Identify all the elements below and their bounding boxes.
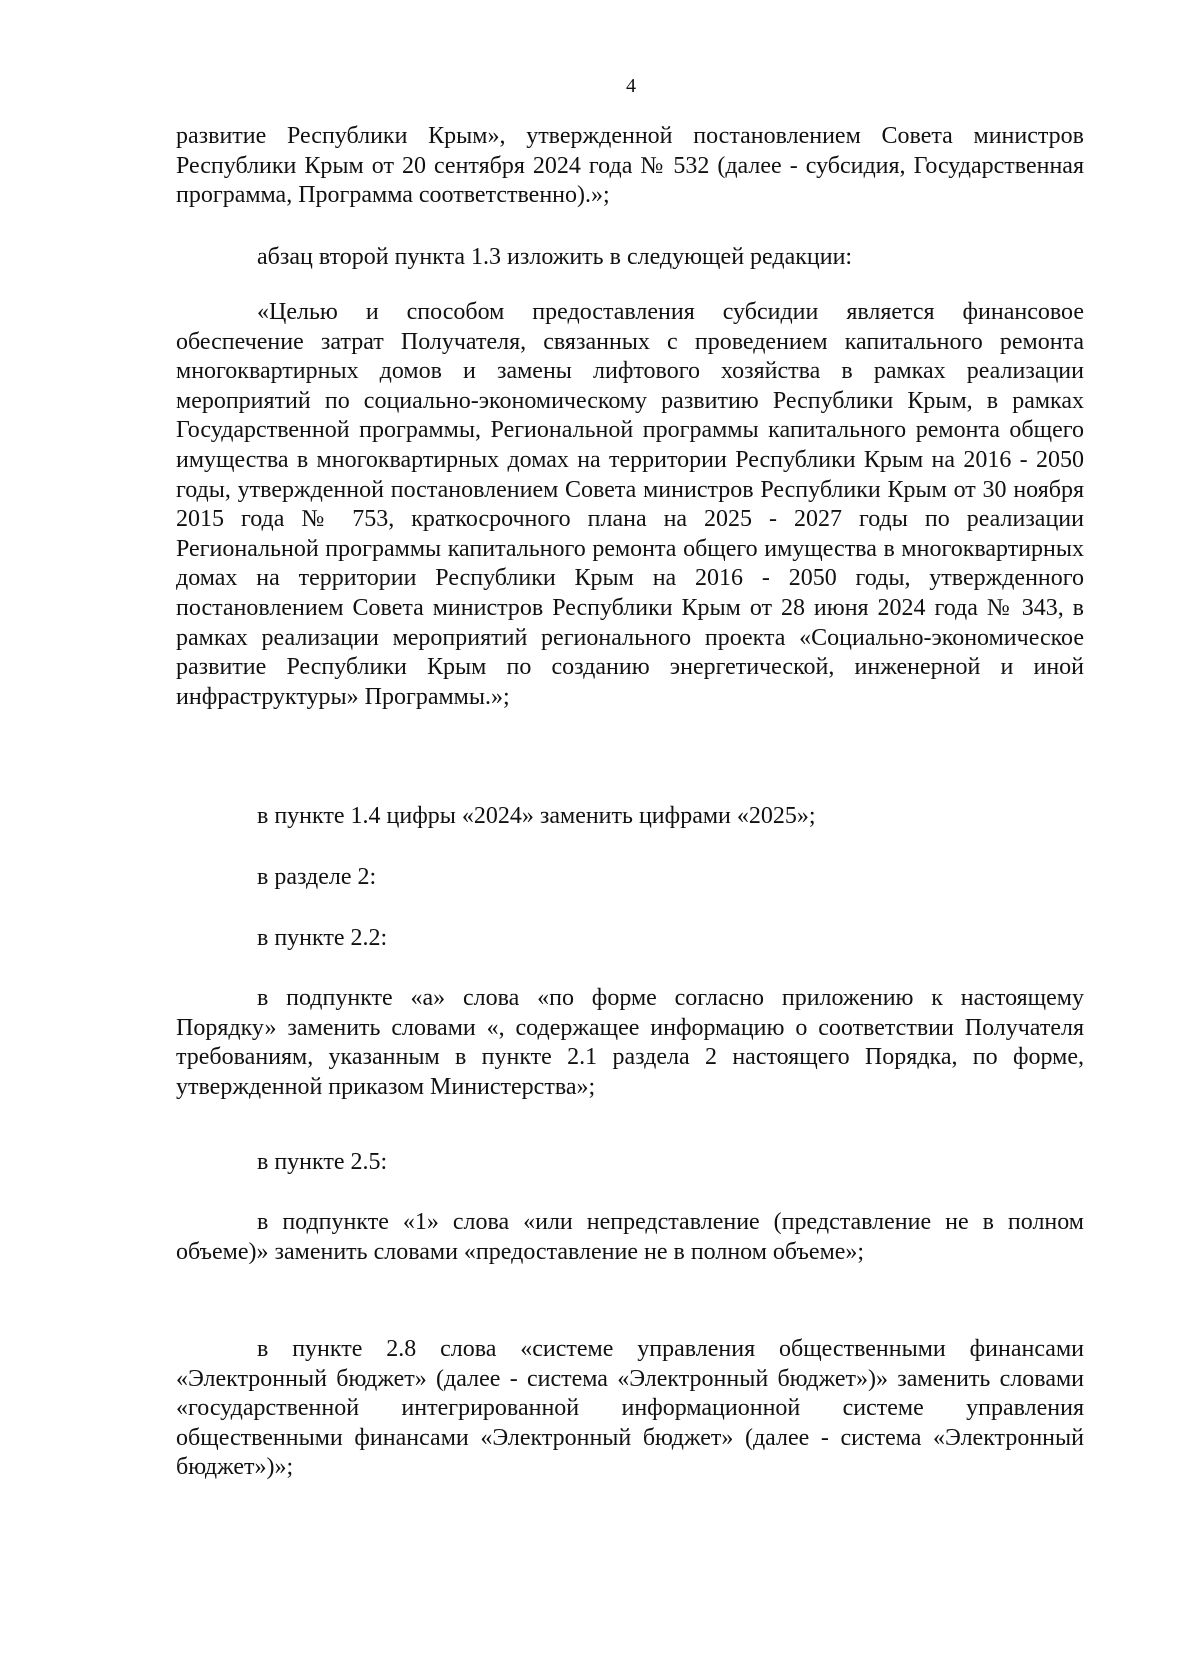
paragraph-text: развитие Республики Крым», утвержденной постановлением Совета министров Республики Крым от 20 сентября 2024 года № 532 (далее - субсидия, Государственная программа, Программа соответственно).»; [176, 123, 1084, 209]
paragraph-text: в пункте 1.4 цифры «2024» заменить цифрами «2025»; [257, 803, 816, 829]
paragraph-section-2 [176, 863, 1084, 893]
paragraph-text: в пункте 2.2: [257, 925, 388, 951]
paragraph-text: в подпункте «а» слова «по форме согласно приложению к настоящему Порядку» заменить словами «, содержащее информацию о соответствии Получателя требованиям, указанным в пункте 2.1 раздела 2 настоящего Порядка, по форме, утвержденной приказом Министерства»; [176, 985, 1084, 1100]
paragraph-instruction-1-3 [176, 243, 1084, 273]
paragraph-subitem-a [176, 984, 1084, 1102]
paragraph-continuation [176, 122, 1084, 211]
paragraph-text: в пункте 2.8 слова «системе управления общественными финансами «Электронный бюджет» (далее - система «Электронный бюджет»)» заменить словами «государственной интегрированной информационной системе управления общественными финансами «Электронный бюджет» (далее - система «Электронный бюджет»)»; [176, 1336, 1084, 1481]
paragraph-item-2-5 [176, 1148, 1084, 1178]
paragraph-text: в пункте 2.5: [257, 1149, 388, 1175]
page-number: 4 [626, 75, 636, 97]
paragraph-text: «Целью и способом предоставления субсидии является финансовое обеспечение затрат Получателя, связанных с проведением капитального ремонта многоквартирных домов и замены лифтового хозяйства в рамках реализации мероприятий по социально-экономическому развитию Республики Крым, в рамках Государственной программы, Региональной программы капитального ремонта общего имущества в многоквартирных домах на территории Республики Крым на 2016 - 2050 годы, утвержденной постановлением Совета министров Республики Крым от 30 ноября 2015 года № 753, краткосрочного плана на 2025 - 2027 годы по реализации Региональной программы капитального ремонта общего имущества в многоквартирных домах на территории Республики Крым на 2016 - 2050 годы, утвержденного постановлением Совета министров Республики Крым от 28 июня 2024 года № 343, в рамках реализации мероприятий регионального проекта «Социально-экономическое развитие Республики Крым по созданию энергетической, инженерной и иной инфраструктуры» Программы.»; [176, 299, 1084, 710]
paragraph-instruction-1-4 [176, 802, 1084, 832]
paragraph-subitem-1 [176, 1208, 1084, 1267]
paragraph-text: в подпункте «1» слова «или непредставление (представление не в полном объеме)» заменить словами «предоставление не в полном объеме»; [176, 1209, 1084, 1265]
paragraph-text: в разделе 2: [257, 864, 377, 890]
paragraph-quoted-purpose [176, 298, 1084, 712]
paragraph-item-2-2 [176, 924, 1084, 954]
paragraph-text: абзац второй пункта 1.3 изложить в следующей редакции: [257, 244, 853, 270]
paragraph-item-2-8 [176, 1335, 1084, 1483]
